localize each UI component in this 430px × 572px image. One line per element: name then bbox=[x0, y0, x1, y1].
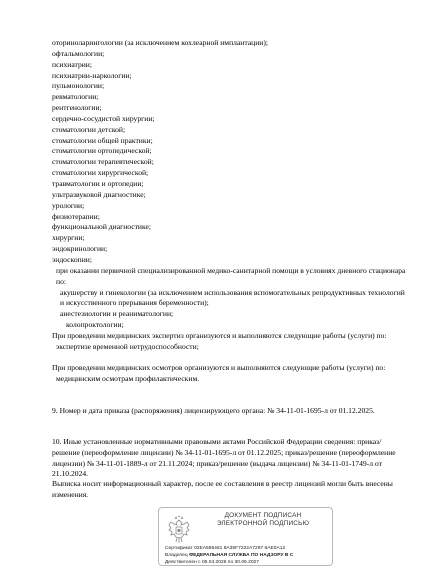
section-10-other-info: 10. Иные установленные нормативными правовыми актами Российской Федерации сведения: приказ/решение (переоформление лицензии) № 34-11-01-1695-л от 01.12.2025; приказ/решение (переоформление лицензии) № 34-11-01-1889-л от 21.11.2024; приказ/решение (выдача лицензии) № 34-11-01-1749-л от 21.10.2024. bbox=[52, 437, 396, 479]
stamp-validity: Действителен с 06.04.2026 по 30.06.2027 bbox=[165, 560, 260, 565]
list-item: психиатрии; bbox=[52, 59, 92, 69]
day-hospital-item: колопроктологии; bbox=[66, 319, 124, 329]
informational-disclaimer: Выписка носит информационный характер, после ее составления в реестр лицензий могли быть внесены изменения. bbox=[52, 479, 393, 499]
list-item: ультразвуковой диагностике; bbox=[52, 189, 146, 199]
expertise-intro: При проведении медицинских экспертиз организуются и выполняются следующие работы (услуги) по: bbox=[52, 331, 387, 340]
exams-item: медицинским осмотрам профилактическим. bbox=[56, 373, 200, 383]
section-9-order-number: 9. Номер и дата приказа (распоряжения) лицензирующего органа: № 34-11-01-1695-л от 01.12.2025. bbox=[52, 406, 375, 415]
specialties-list bbox=[52, 38, 412, 266]
list-item: стоматологии хирургической; bbox=[52, 168, 149, 178]
russian-coat-of-arms-icon bbox=[165, 516, 193, 546]
list-item: функциональной диагностике; bbox=[52, 222, 151, 232]
day-hospital-section bbox=[52, 266, 407, 331]
day-hospital-item: анестезиологии и реаниматологии; bbox=[60, 309, 174, 319]
expertise-item: экспертизе временной нетрудоспособности; bbox=[56, 341, 199, 351]
list-item: травматологии и ортопедии; bbox=[52, 178, 144, 188]
list-item: хирургии; bbox=[52, 233, 85, 243]
list-item: сердечно-сосудистой хирургии; bbox=[52, 113, 155, 123]
list-item: физиотерапии; bbox=[52, 211, 100, 221]
stamp-title: ДОКУМЕНТ ПОДПИСАН ЭЛЕКТРОННОЙ ПОДПИСЬЮ bbox=[216, 512, 310, 527]
list-item: эндоскопии; bbox=[52, 254, 92, 264]
list-item: стоматологии детской; bbox=[52, 124, 126, 134]
list-item: оториноларингологии (за исключением кохлеарной имплантации); bbox=[52, 38, 268, 47]
day-hospital-intro: при оказании первичной специализированной медико-санитарной помощи в условиях дневного стационара по: bbox=[56, 266, 406, 286]
list-item: стоматологии ортопедической; bbox=[52, 146, 152, 156]
list-item: офтальмологии; bbox=[52, 48, 105, 58]
list-item: рентгенологии; bbox=[52, 103, 102, 113]
list-item: стоматологии терапевтической; bbox=[52, 157, 154, 167]
list-item: пульмонологии; bbox=[52, 81, 105, 91]
expertise-section bbox=[52, 331, 407, 353]
exams-section bbox=[52, 363, 407, 385]
list-item: психиатрии-наркологии; bbox=[52, 70, 132, 80]
list-item: урологии; bbox=[52, 200, 85, 210]
list-item: стоматологии общей практики; bbox=[52, 135, 153, 145]
stamp-certificate: Сертификат 02EA595481 8A35F7222A7297 8AE0A12 bbox=[165, 546, 286, 551]
list-item: ревматологии; bbox=[52, 92, 99, 102]
electronic-signature-stamp bbox=[158, 507, 333, 566]
stamp-owner: Владелец ФЕДЕРАЛЬНАЯ СЛУЖБА ПО НАДЗОРУ В С bbox=[165, 553, 294, 558]
exams-intro: При проведении медицинских осмотров организуются и выполняются следующие работы (услуги) по: bbox=[52, 363, 386, 372]
list-item: эндокринологии; bbox=[52, 244, 108, 254]
day-hospital-item: акушерству и гинекологии (за исключением использования вспомогательных репродуктивных технологий и искусственного прерывания беременности); bbox=[60, 287, 405, 308]
